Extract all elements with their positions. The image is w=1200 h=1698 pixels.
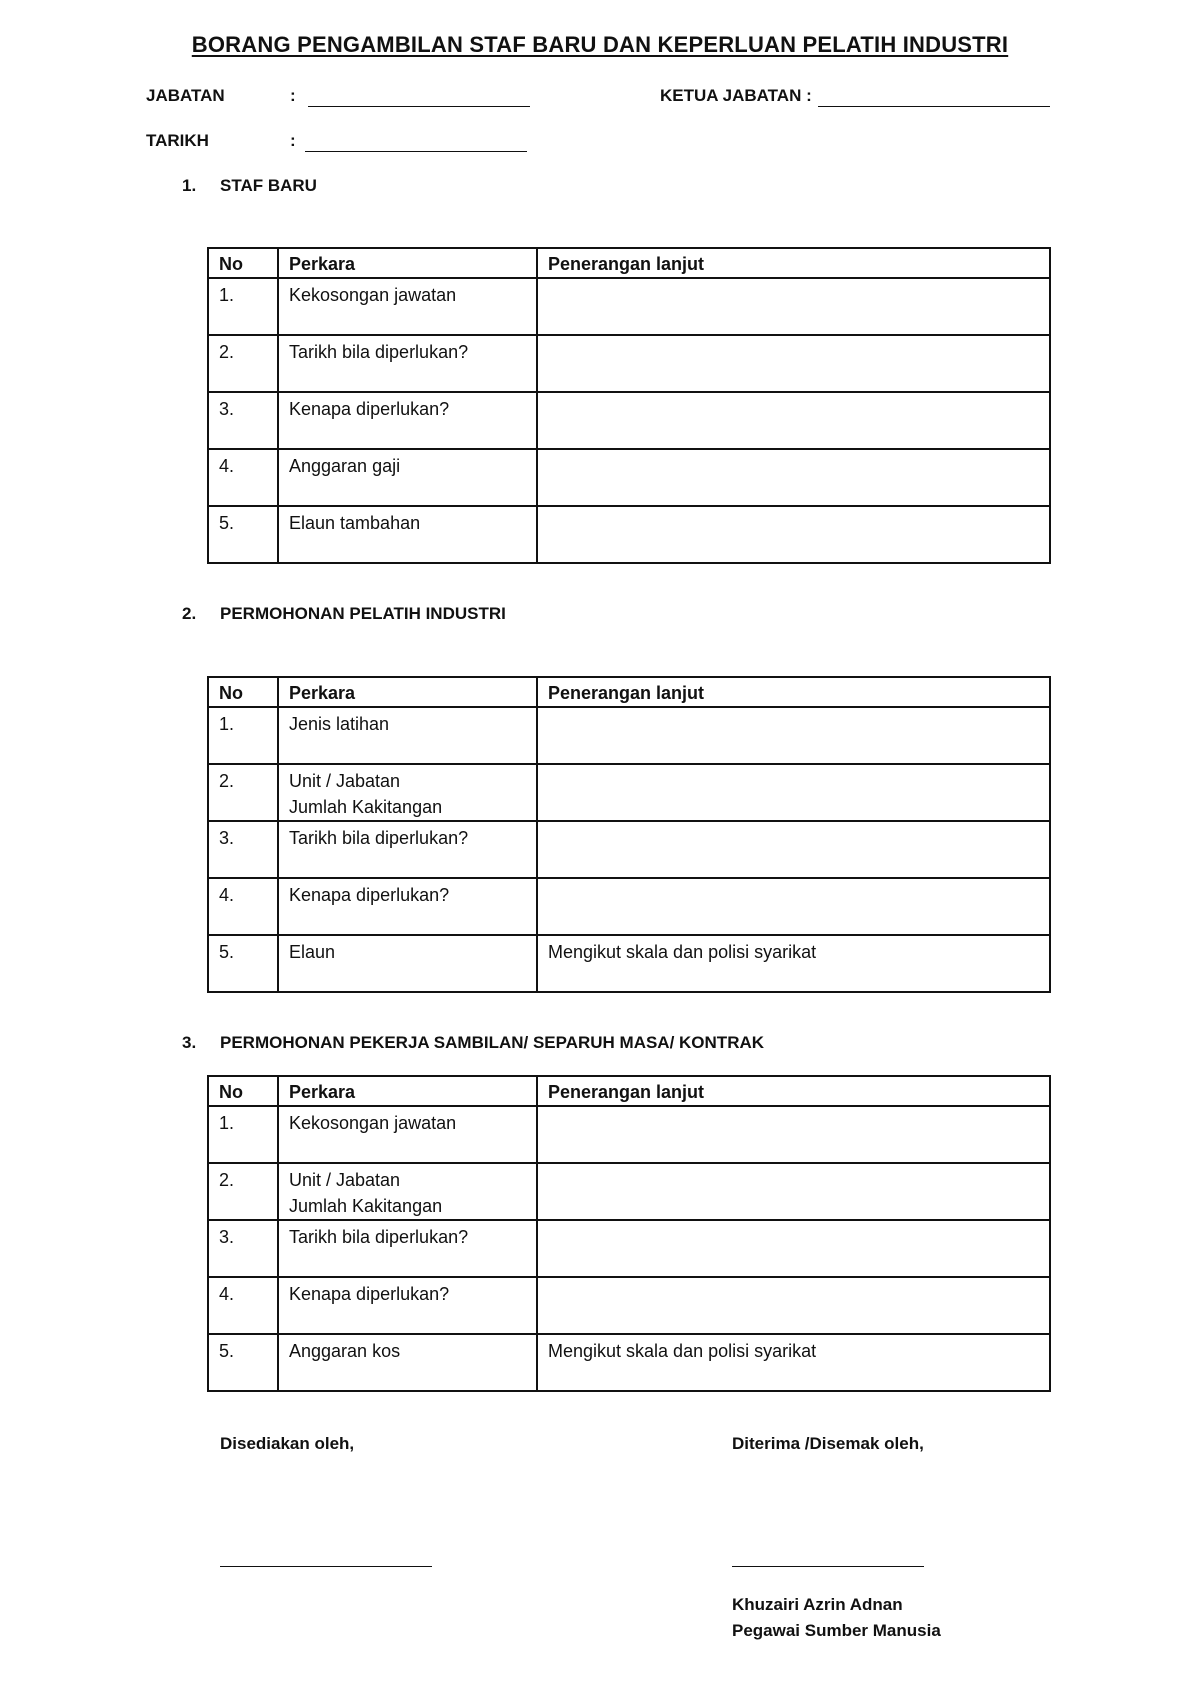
table-row: [208, 335, 1050, 392]
row-perkara-line: Unit / Jabatan: [289, 1170, 401, 1190]
row-perkara-line: Jumlah Kakitangan: [289, 797, 443, 817]
section-3-title: PERMOHONAN PEKERJA SAMBILAN/ SEPARUH MASA/ KONTRAK: [220, 1033, 765, 1052]
row-penerangan-cell[interactable]: [537, 449, 1050, 506]
tarikh-field[interactable]: [305, 131, 527, 152]
table-row: [208, 821, 1050, 878]
section-2-number: 2.: [182, 604, 197, 623]
row-penerangan-cell[interactable]: [537, 1106, 1050, 1163]
row-number: 5.: [208, 506, 278, 563]
table-row: [208, 1220, 1050, 1277]
row-perkara: Elaun tambahan: [278, 506, 537, 563]
row-perkara: Jenis latihan: [278, 707, 537, 764]
col-header-penerangan: Penerangan lanjut: [537, 677, 1050, 707]
row-perkara: Anggaran gaji: [278, 449, 537, 506]
row-number: 1.: [208, 707, 278, 764]
col-header-perkara: Perkara: [278, 677, 537, 707]
row-penerangan-cell[interactable]: [537, 878, 1050, 935]
table-row: [208, 764, 1050, 821]
table-row: [208, 878, 1050, 935]
pelatih-industri-table: [207, 676, 1051, 993]
row-penerangan-cell[interactable]: [537, 335, 1050, 392]
jabatan-field[interactable]: [308, 86, 530, 107]
row-perkara-line: Unit / Jabatan: [289, 771, 401, 791]
table-row: [208, 449, 1050, 506]
table-row: [208, 707, 1050, 764]
jabatan-colon: :: [290, 86, 296, 105]
row-number: 1.: [208, 1106, 278, 1163]
section-1-number: 1.: [182, 176, 197, 195]
row-perkara: Kenapa diperlukan?: [278, 1277, 537, 1334]
section-2-title: PERMOHONAN PELATIH INDUSTRI: [220, 604, 506, 623]
row-number: 1.: [208, 278, 278, 335]
table-row: [208, 506, 1050, 563]
row-perkara: Tarikh bila diperlukan?: [278, 335, 537, 392]
received-by-label: Diterima /Disemak oleh,: [732, 1434, 924, 1453]
col-header-perkara: Perkara: [278, 1076, 537, 1106]
col-header-penerangan: Penerangan lanjut: [537, 248, 1050, 278]
row-penerangan-cell[interactable]: [537, 1220, 1050, 1277]
table-row: [208, 1277, 1050, 1334]
row-penerangan-cell[interactable]: [537, 707, 1050, 764]
col-header-penerangan: Penerangan lanjut: [537, 1076, 1050, 1106]
row-penerangan-cell[interactable]: [537, 1277, 1050, 1334]
row-perkara: Elaun: [278, 935, 537, 992]
jabatan-label: JABATAN: [146, 86, 225, 105]
col-header-perkara: Perkara: [278, 248, 537, 278]
row-number: 4.: [208, 449, 278, 506]
row-perkara: [278, 1163, 537, 1220]
col-header-no: No: [208, 248, 278, 278]
row-number: 3.: [208, 1220, 278, 1277]
table-row: [208, 278, 1050, 335]
row-number: 5.: [208, 935, 278, 992]
table-row: [208, 392, 1050, 449]
row-penerangan-cell[interactable]: [537, 392, 1050, 449]
ketua-jabatan-field[interactable]: [818, 86, 1050, 107]
row-penerangan-cell[interactable]: [537, 764, 1050, 821]
row-perkara: Kenapa diperlukan?: [278, 392, 537, 449]
row-number: 5.: [208, 1334, 278, 1391]
row-number: 4.: [208, 1277, 278, 1334]
row-perkara: Tarikh bila diperlukan?: [278, 821, 537, 878]
staf-baru-table: [207, 247, 1051, 564]
receiver-name: Khuzairi Azrin Adnan: [732, 1595, 903, 1614]
row-number: 3.: [208, 821, 278, 878]
row-perkara: Anggaran kos: [278, 1334, 537, 1391]
tarikh-colon: :: [290, 131, 296, 150]
row-penerangan-cell[interactable]: [537, 821, 1050, 878]
row-perkara: Kekosongan jawatan: [278, 1106, 537, 1163]
table-header-row: [208, 248, 1050, 278]
row-number: 4.: [208, 878, 278, 935]
table-header-row: [208, 677, 1050, 707]
col-header-no: No: [208, 677, 278, 707]
row-penerangan-cell[interactable]: [537, 278, 1050, 335]
row-perkara: Kenapa diperlukan?: [278, 878, 537, 935]
section-3-number: 3.: [182, 1033, 197, 1052]
tarikh-label: TARIKH: [146, 131, 209, 150]
section-1-title: STAF BARU: [220, 176, 317, 195]
row-perkara: [278, 764, 537, 821]
ketua-jabatan-label: KETUA JABATAN :: [660, 86, 812, 105]
row-penerangan-cell: Mengikut skala dan polisi syarikat: [537, 1334, 1050, 1391]
prepared-by-signature-line[interactable]: [220, 1566, 432, 1567]
received-by-signature-line[interactable]: [732, 1566, 924, 1567]
pekerja-sambilan-table: [207, 1075, 1051, 1392]
table-row: [208, 935, 1050, 992]
col-header-no: No: [208, 1076, 278, 1106]
row-number: 2.: [208, 335, 278, 392]
table-header-row: [208, 1076, 1050, 1106]
row-perkara: Tarikh bila diperlukan?: [278, 1220, 537, 1277]
table-row: [208, 1106, 1050, 1163]
receiver-title: Pegawai Sumber Manusia: [732, 1621, 941, 1640]
row-perkara: Kekosongan jawatan: [278, 278, 537, 335]
row-penerangan-cell[interactable]: [537, 506, 1050, 563]
row-perkara-line: Jumlah Kakitangan: [289, 1196, 443, 1216]
table-row: [208, 1163, 1050, 1220]
prepared-by-label: Disediakan oleh,: [220, 1434, 355, 1453]
row-penerangan-cell[interactable]: [537, 1163, 1050, 1220]
form-title: BORANG PENGAMBILAN STAF BARU DAN KEPERLUAN PELATIH INDUSTRI: [191, 32, 1009, 57]
table-row: [208, 1334, 1050, 1391]
row-number: 2.: [208, 1163, 278, 1220]
row-number: 3.: [208, 392, 278, 449]
row-number: 2.: [208, 764, 278, 821]
row-penerangan-cell: Mengikut skala dan polisi syarikat: [537, 935, 1050, 992]
